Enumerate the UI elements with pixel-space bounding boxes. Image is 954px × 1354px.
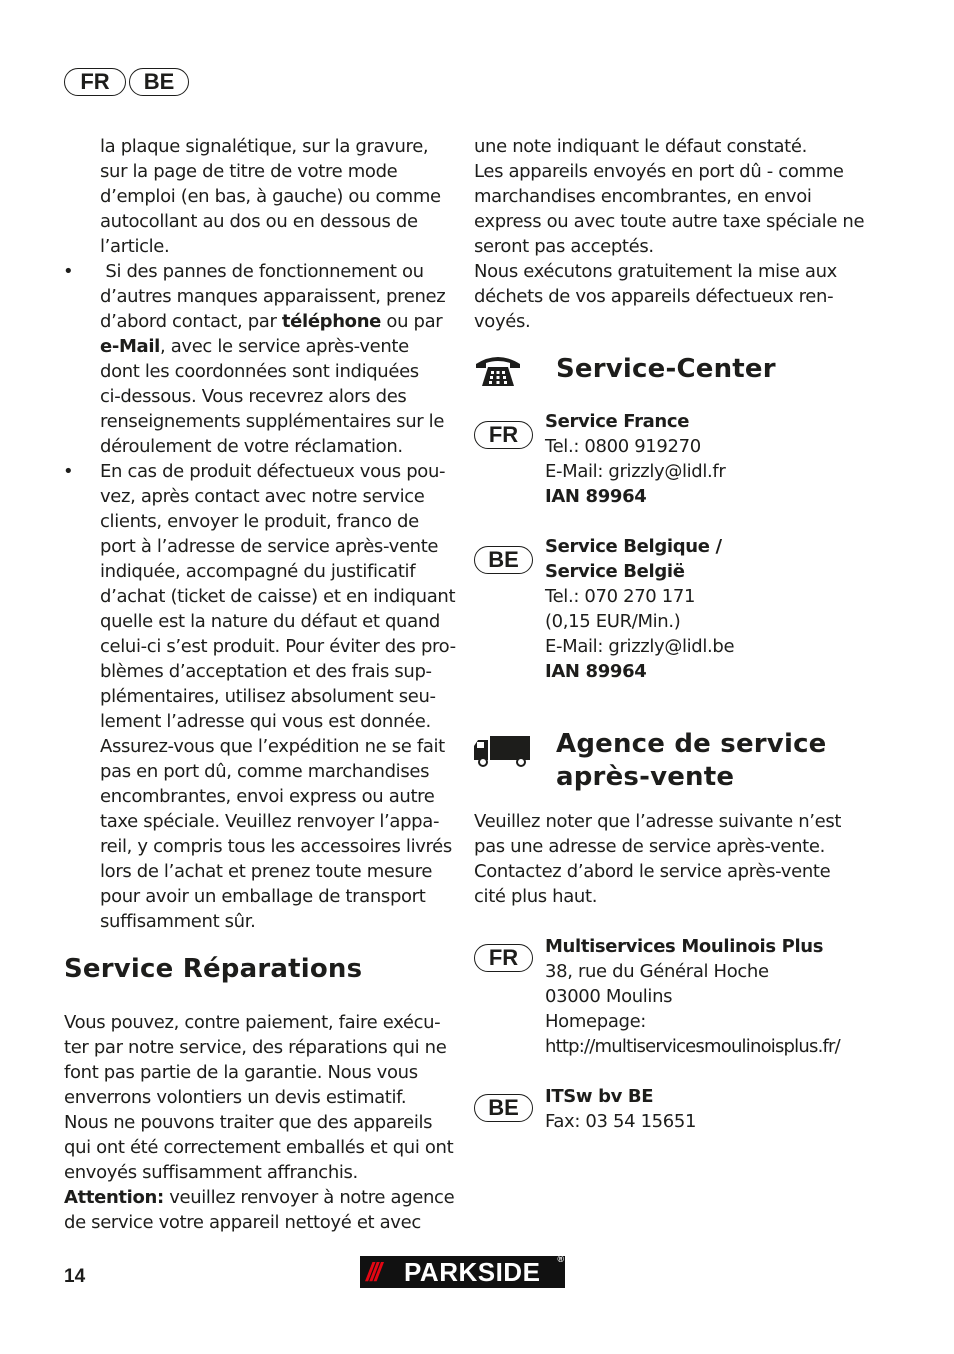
text-line: pas une adresse de service après-vente.	[474, 836, 825, 857]
text-line: d’emploi (en bas, à gauche) ou comme	[100, 186, 441, 207]
text-line: taxe spéciale. Veuillez renvoyer l’appa-	[100, 811, 440, 832]
page-number: 14	[64, 1266, 86, 1287]
service-belgique-name: Service Belgique /	[545, 536, 722, 557]
text-line: de service votre appareil nettoyé et avec	[64, 1212, 421, 1233]
text-line: Vous pouvez, contre paiement, faire exécu-	[64, 1012, 441, 1033]
text-line: qui ont été correctement emballés et qui ont	[64, 1137, 454, 1158]
bullet-icon: •	[63, 461, 74, 482]
text-line: blèmes d’acceptation et des frais sup-	[100, 661, 432, 682]
service-belgie-name: Service België	[545, 561, 685, 582]
service-fr-badge: FR	[474, 421, 533, 449]
agency-fr-url[interactable]: http://multiservicesmoulinoisplus.fr/	[545, 1036, 840, 1057]
text-line: e-Mail, avec le service après-vente	[100, 336, 409, 357]
text-line: En cas de produit défectueux vous pou-	[100, 461, 446, 482]
language-badge-be: BE	[129, 68, 189, 96]
text-line: suffisamment sûr.	[100, 911, 256, 932]
service-be-badge: BE	[474, 546, 533, 574]
text-line: la plaque signalétique, sur la gravure,	[100, 136, 429, 157]
agency-fr-name: Multiservices Moulinois Plus	[545, 936, 824, 957]
truck-icon	[472, 734, 532, 768]
repairs-text	[64, 1010, 454, 1235]
text-line: d’autres manques apparaissent, prenez	[100, 286, 446, 307]
text-line: Contactez d’abord le service après-vente	[474, 861, 831, 882]
text-line: celui-ci s’est produit. Pour éviter des pro-	[100, 636, 456, 657]
repairs-heading: Service Réparations	[64, 954, 363, 984]
text-line: Les appareils envoyés en port dû - comme	[474, 161, 844, 182]
service-belgique-block	[545, 534, 734, 684]
text-line: renseignements supplémentaires sur le	[100, 411, 445, 432]
parkside-logo	[360, 1256, 565, 1288]
text-line: Nous exécutons gratuitement la mise aux	[474, 261, 837, 282]
attention-label: Attention:	[64, 1187, 164, 1208]
text-line: plémentaires, utilisez absolument seu-	[100, 686, 436, 707]
text-line: sur la page de titre de votre mode	[100, 161, 398, 182]
text-line: pas en port dû, comme marchandises	[100, 761, 430, 782]
service-belgique-price: (0,15 EUR/Min.)	[545, 611, 681, 632]
text-line: dont les coordonnées sont indiquées	[100, 361, 419, 382]
service-france-name: Service France	[545, 411, 690, 432]
logo-text: PARKSIDE	[404, 1257, 541, 1287]
agency-be-block	[545, 1084, 696, 1134]
text-line: ci-dessous. Vous recevrez alors des	[100, 386, 407, 407]
text-line: une note indiquant le défaut constaté.	[474, 136, 807, 157]
language-badge-fr: FR	[64, 68, 126, 96]
text-line: lement l’adresse qui vous est donnée.	[100, 711, 431, 732]
text-line: pour avoir un emballage de transport	[100, 886, 426, 907]
text-line: marchandises encombrantes, en envoi	[474, 186, 812, 207]
text-line: font pas partie de la garantie. Nous vous	[64, 1062, 418, 1083]
logo-slashes: ///	[366, 1257, 379, 1287]
attention-line: Attention: veuillez renvoyer à notre agence	[64, 1187, 455, 1208]
agency-be-name: ITSw bv BE	[545, 1086, 654, 1107]
agency-fr-street: 38, rue du Général Hoche	[545, 961, 769, 982]
email-emphasis: e-Mail	[100, 336, 160, 357]
text-line: cité plus haut.	[474, 886, 598, 907]
intro-text	[100, 134, 452, 259]
text-line: port à l’adresse de service après-vente	[100, 536, 439, 557]
text-line: d’abord contact, par téléphone ou par	[100, 311, 443, 332]
right-intro	[474, 134, 874, 334]
text-line: Si des pannes de fonctionnement ou	[100, 261, 424, 282]
bullet-item-contact	[63, 259, 452, 459]
agency-heading: Agence de service après-vente	[556, 729, 827, 792]
text-line: seront pas acceptés.	[474, 236, 654, 257]
registered-mark: ®	[557, 1254, 564, 1264]
bullet-icon: •	[63, 261, 74, 282]
agency-fr-badge: FR	[474, 944, 533, 972]
text-line: Veuillez noter que l’adresse suivante n’est	[474, 811, 842, 832]
agency-fr-city: 03000 Moulins	[545, 986, 673, 1007]
service-belgique-tel: Tel.: 070 270 171	[545, 586, 696, 607]
text-line: vez, après contact avec notre service	[100, 486, 425, 507]
text-line: voyés.	[474, 311, 531, 332]
text-line: Nous ne pouvons traiter que des appareils	[64, 1112, 433, 1133]
text-line: express ou avec toute autre taxe spéciale ne	[474, 211, 865, 232]
text-line: envoyés suffisamment affranchis.	[64, 1162, 358, 1183]
text-line: ter par notre service, des réparations qui ne	[64, 1037, 447, 1058]
text-line: indiquée, accompagné du justificatif	[100, 561, 416, 582]
text-line: reil, y compris tous les accessoires livrés	[100, 836, 452, 857]
text-line: quelle est la nature du défaut et quand	[100, 611, 440, 632]
text-line: encombrantes, envoi express ou autre	[100, 786, 435, 807]
service-france-mail: E-Mail: grizzly@lidl.fr	[545, 461, 726, 482]
text-line: d’achat (ticket de caisse) et en indiquant	[100, 586, 456, 607]
agency-text	[474, 809, 874, 909]
text-line: enverrons volontiers un devis estimatif.	[64, 1087, 407, 1108]
text-line: autocollant au dos ou en dessous de	[100, 211, 418, 232]
agency-be-fax: Fax: 03 54 15651	[545, 1111, 697, 1132]
phone-emphasis: téléphone	[281, 311, 382, 332]
service-center-heading: Service-Center	[556, 354, 776, 384]
left-column	[63, 134, 456, 934]
agency-fr-homepage-label: Homepage:	[545, 1011, 647, 1032]
text-line: lors de l’achat et prenez toute mesure	[100, 861, 433, 882]
text-line: clients, envoyer le produit, franco de	[100, 511, 419, 532]
bullet-item-defective	[63, 459, 456, 934]
service-france-block	[545, 409, 725, 509]
telephone-icon	[474, 352, 522, 390]
service-belgique-mail: E-Mail: grizzly@lidl.be	[545, 636, 735, 657]
agency-be-badge: BE	[474, 1094, 533, 1122]
service-france-ian: IAN 89964	[545, 486, 647, 507]
text-line: Assurez-vous que l’expédition ne se fait	[100, 736, 445, 757]
service-france-tel: Tel.: 0800 919270	[545, 436, 701, 457]
text-line: l’article.	[100, 236, 170, 257]
agency-fr-block	[545, 934, 840, 1059]
text-line: déroulement de votre réclamation.	[100, 436, 403, 457]
text-line: déchets de vos appareils défectueux ren-	[474, 286, 834, 307]
service-belgique-ian: IAN 89964	[545, 661, 647, 682]
